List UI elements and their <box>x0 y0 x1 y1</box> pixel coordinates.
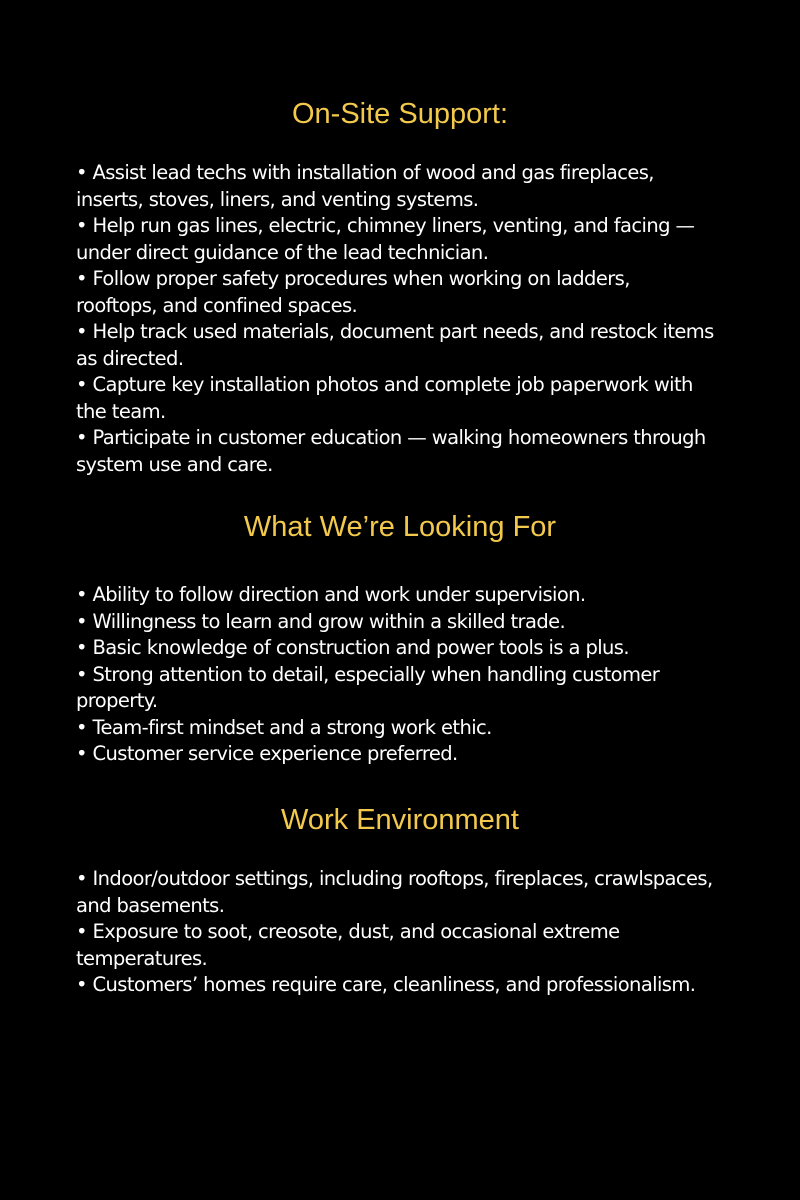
list-item: • Capture key installation photos and complete job paperwork with the team. <box>76 373 693 423</box>
list-item: • Exposure to soot, creosote, dust, and occasional extreme temperatures. <box>76 920 620 970</box>
what-were-looking-for-list <box>76 582 716 768</box>
on-site-support-section <box>76 160 716 478</box>
list-item: • Help track used materials, document part needs, and restock items as directed. <box>76 320 714 370</box>
section-heading-on-site-support: On-Site Support: <box>292 98 508 130</box>
section-heading-what-were-looking-for: What We’re Looking For <box>243 511 557 543</box>
list-item: • Indoor/outdoor settings, including rooftops, fireplaces, crawlspaces, and basements. <box>76 867 713 917</box>
list-item: • Team-first mindset and a strong work ethic. <box>76 715 492 739</box>
work-environment-section <box>76 866 716 999</box>
list-item: • Strong attention to detail, especially when handling customer property. <box>76 662 660 712</box>
list-item: • Basic knowledge of construction and power tools is a plus. <box>76 636 629 659</box>
list-item: • Customer service experience preferred. <box>76 742 458 765</box>
on-site-support-list <box>76 160 716 478</box>
list-item: • Follow proper safety procedures when working on ladders, rooftops, and confined spaces. <box>76 267 630 317</box>
list-item: • Customers’ homes require care, cleanliness, and professionalism. <box>76 973 696 996</box>
what-were-looking-for-section <box>76 582 716 768</box>
list-item: • Help run gas lines, electric, chimney liners, venting, and facing — under direct guidance of the lead technician. <box>76 214 695 264</box>
section-heading-work-environment: Work Environment <box>281 804 519 836</box>
list-item: • Assist lead techs with installation of wood and gas fireplaces, inserts, stoves, liners, and venting systems. <box>76 161 654 211</box>
work-environment-list <box>76 866 716 999</box>
list-item: • Participate in customer education — walking homeowners through system use and care. <box>76 426 706 476</box>
list-item: • Ability to follow direction and work under supervision. <box>76 583 586 606</box>
list-item: • Willingness to learn and grow within a skilled trade. <box>76 609 566 633</box>
